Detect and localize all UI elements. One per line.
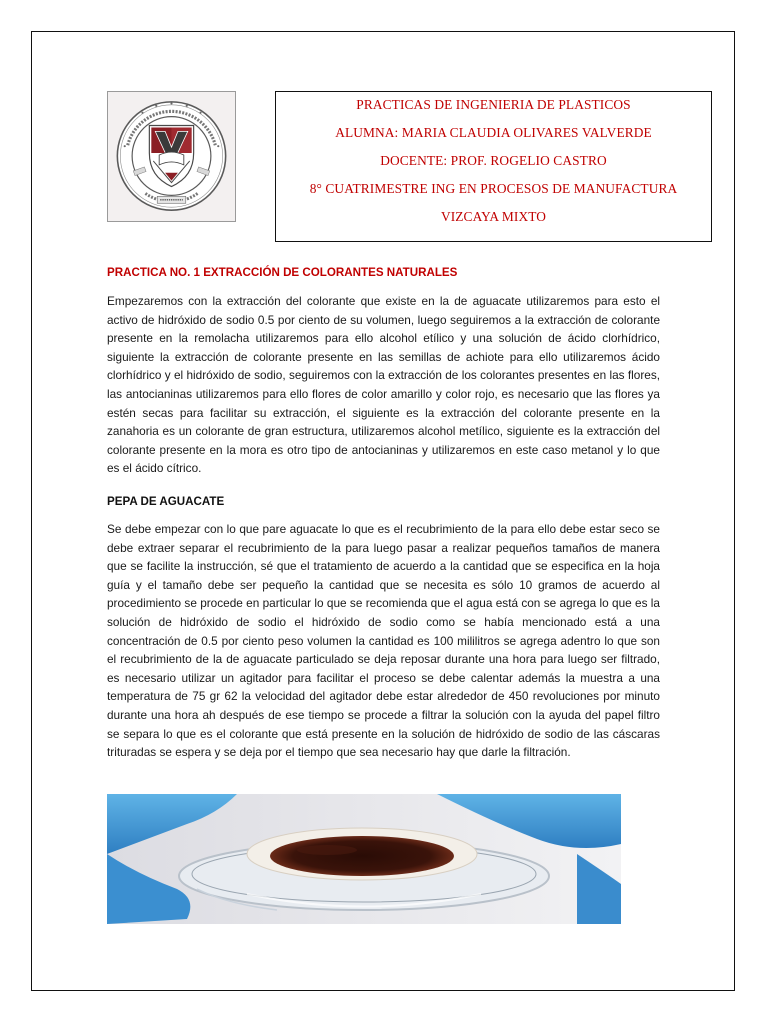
university-logo xyxy=(107,91,236,222)
section-heading: PEPA DE AGUACATE xyxy=(107,495,225,508)
procedure-paragraph: Se debe empezar con lo que pare aguacate lo que es el recubrimiento de la para ello debe estar seco se debe extraer separar el recubrimiento de la para luego pasar a realizar pequeños tamaños de manera que se facilite la instrucción, sé que el tratamiento de acuerdo a la cantidad que se especifica en la hoja guía y el tamaño debe ser pequeño la cantidad que se necesita es sólo 10 gramos de acuerdo al procedimiento se procede en particular lo que se recomienda que el agua está con se agrega lo que es la solución de hidróxido de sodio el hidróxido de sodio como se había mencionado está a una concentración de 0.5 por ciento peso volumen la cantidad es 100 mililitros se agrega adentro lo que son el recubrimiento de la de aguacate particulado se deja reposar durante una hora para luego ser filtrado, es necesario utilizar un agitador para facilitar el proceso se debe calentar además la muestra a una temperatura de 75 gr 62 la velocidad del agitador debe estar alrededor de 450 revoluciones por minuto durante una hora ah después de ese tiempo se procede a filtrar la solución con la ayuda del papel filtro se separa lo que es el colorante que está presente en la solución de hidróxido de sodio de las cáscaras trituradas se espera y se deja por el tiempo que sea necesario hay que darle la filtración. xyxy=(107,522,660,760)
practice-title: PRACTICA NO. 1 EXTRACCIÓN DE COLORANTES NATURALES xyxy=(107,266,458,279)
term-program: 8° CUATRIMESTRE ING EN PROCESOS DE MANUFACTURA xyxy=(309,181,678,196)
student-name: ALUMNA: MARIA CLAUDIA OLIVARES VALVERDE xyxy=(335,125,652,140)
intro-paragraph: Empezaremos con la extracción del colorante que existe en la de aguacate utilizaremos para esto el activo de hidróxido de sodio 0.5 por ciento de su volumen, luego seguiremos a la extracción de colorante presente en la remolacha utilizaremos para ello alcohol etílico y una solución de ácido clorhídrico, siguiente la extracción de colorante presente en las semillas de achiote para ello utilizaremos ácido clorhídrico y el hidróxido de sodio, seguiremos con la extracción de los colorantes presentes en las flores, las antocianinas utilizaremos para ello flores de color amarillo y color rojo, es necesario que las flores ya estén secas para facilitar su extracción, el siguiente es la extracción del colorante presente en la zanahoria es un colorante de gran estructura, utilizaremos alcohol metílico, siguiente es la extracción del colorante presente en la mora es otro tipo de antocianinas y utilizaremos en este caso metanol y lo que es el ácido cítrico. xyxy=(107,294,660,476)
campus-modality: VIZCAYA MIXTO xyxy=(440,209,547,224)
course-title: PRACTICAS DE INGENIERIA DE PLASTICOS xyxy=(356,97,631,112)
filtration-dish-image xyxy=(107,794,621,924)
lab-photo-filtration xyxy=(107,794,621,924)
teacher-name: DOCENTE: PROF. ROGELIO CASTRO xyxy=(380,153,607,168)
document-header xyxy=(275,91,712,242)
university-seal-icon xyxy=(108,92,235,221)
